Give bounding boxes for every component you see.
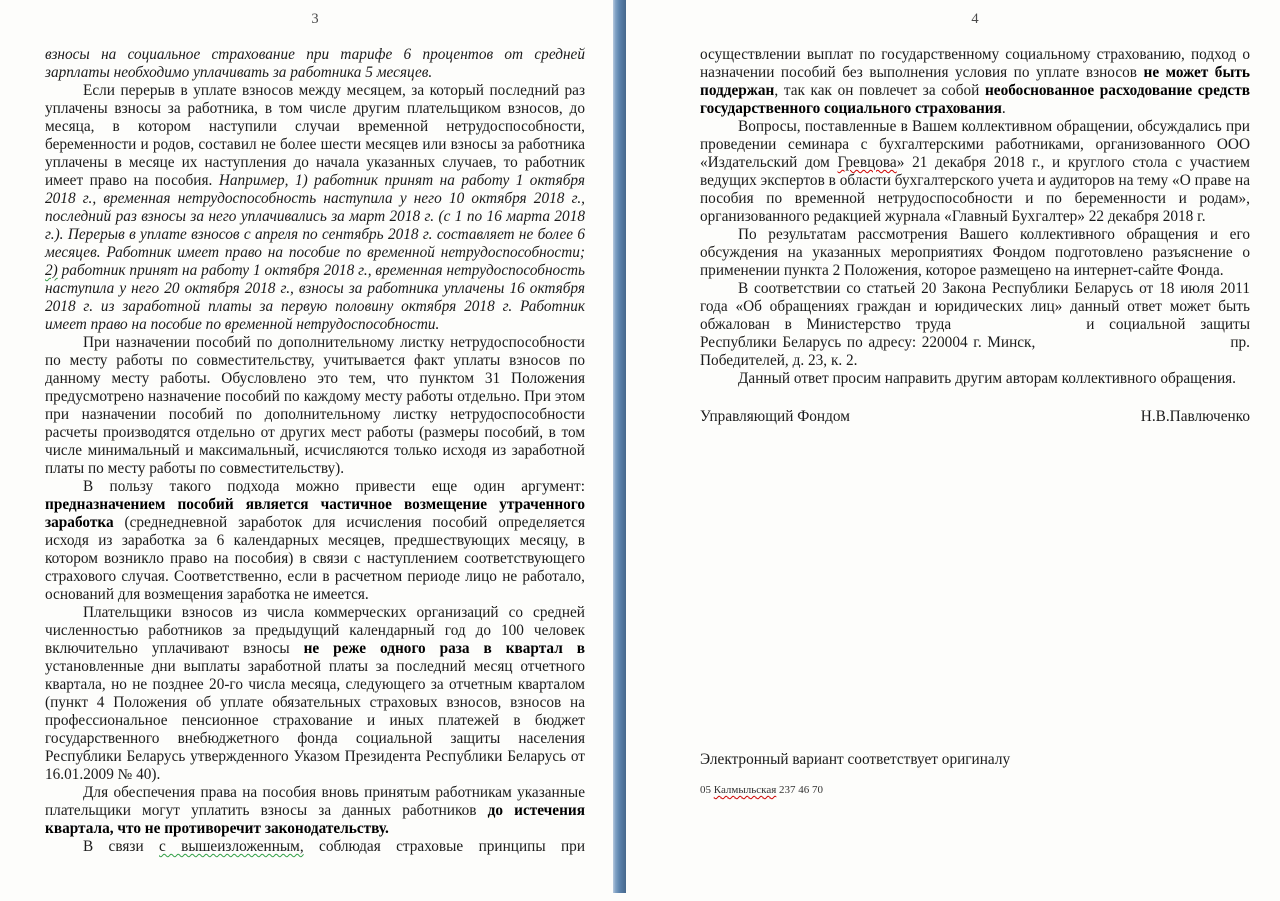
page-number: 4 [971,11,979,27]
text-segment: 2) [45,262,58,279]
page-4 [626,0,1280,901]
text-segment: При назначении пособий по дополнительному листку нетрудоспособности по месту работы по совместительству, учитывается факт уплаты взносов по данному месту работы. Обусловлено это тем, что пунктом 31 Положения предусмотрено назначение пособий по каждому месту работы отдельно. При этом при назначении пособий по дополнительному листку нетрудоспособности расчеты производятся отдельно от других мест работы (размеры пособий, в том числе минимальный и максимальный, исчисляются только исходя из заработной платы по месту работы по совместительству). [45,334,585,477]
text-segment: пр. Победителей, д. 23, к. 2. [700,334,1250,369]
text-segment: до истечения квартала, что не противоречит законодательству. [45,802,586,837]
text-segment: (среднедневной заработок для исчисления пособий определяется исходя из заработка за 6 календарных месяцев, предшествующих месяцу, в котором возникло право на пособия) в связи с наступлением соответствующего страхового случая. Соответственно, если в расчетном периоде лицо не работало, оснований для возмещения заработка не имеется. [45,514,585,603]
text-segment: необоснованное расходование средств государственного социального страхования [700,82,1250,117]
text-segment: В пользу такого подхода можно привести еще один аргумент: [83,478,585,495]
page-3 [0,0,613,901]
tab-gap [951,328,1086,329]
paragraph [700,226,1250,280]
signature-name: Н.В.Павлюченко [1140,408,1250,425]
text-segment: Например, 1) работник принят на работу 1 октября 2018 г., временная нетрудоспособность наступила у него 10 октября 2018 г., последний раз взносы за него уплачивались за март 2018 г. (с 1 по 16 марта 2018 г.). Перерыв в уплате взносов с апреля по сентябрь 2018 г. составляет не более 6 месяцев. Работник имеет право на пособие по временной нетрудоспособности; [45,172,585,261]
paragraph [700,118,1250,226]
paragraph [45,46,585,82]
signature-row [700,408,1250,426]
page-content [700,46,1250,388]
tab-gap [1035,346,1230,347]
paragraph [45,784,585,838]
text-segment: Данный ответ просим направить другим авторам коллективного обращения. [738,370,1236,387]
paragraph [45,838,585,856]
text-segment: Плательщики взносов из числа коммерческих организаций со средней численностью работников за предыдущий календарный год до 100 человек включительно уплачивают взносы [45,604,585,657]
paragraph [700,46,1250,118]
operator-code: 05 [700,784,714,796]
operator-phone: 237 46 70 [776,784,824,796]
paragraph [700,280,1250,370]
text-segment: работник принят на работу 1 октября 2018 г., временная нетрудоспособность наступила у него 20 октября 2018 г., взносы за работника уплачены 16 октября 2018 г. из заработной платы за первую половину октября 2018 г. Работник имеет право на пособие по временной нетрудоспособности. [45,262,585,333]
text-segment: Если перерыв в уплате взносов между месяцем, за который последний раз уплачены взносы за работника, в том числе другим плательщиком взносов, до месяца, в котором наступили случаи временной нетрудоспособности, беременности и родов, составил не более шести месяцев или взносы за работника уплачены в месяце их наступления до начала указанных случаев, то работник имеет право на пособия. [45,82,585,189]
text-segment: установленные дни выплаты заработной платы за последний месяц отчетного квартала, но не позднее 20-го числа месяца, следующего за отчетным кварталом (пункт 4 Положения об уплате обязательных страховых взносов, взносов на профессиональное пенсионное страхование и иных платежей в бюджет государственного внебюджетного фонда социальной защиты населения Республики Беларусь утвержденного Указом Президента Республики Беларусь от 16.01.2009 № 40). [45,658,585,783]
text-segment: Для обеспечения права на пособия вновь принятым работникам указанные плательщики могут уплатить взносы за данных работников [45,784,585,819]
text-segment: Гревцова [837,154,897,171]
text-segment: взносы на социальное страхование при тарифе 6 процентов от средней зарплаты необходимо уплачивать за работника 5 месяцев. [45,46,585,81]
vertical-scrollbar[interactable] [613,0,626,893]
text-segment: не может быть поддержан [700,64,1250,99]
paragraph [45,478,585,604]
page-content [45,46,585,856]
text-segment: В соответствии со статьей 20 Закона Республики Беларусь от 18 июля 2011 года «Об обращениях граждан и юридических лиц» данный ответ может быть обжалован в Министерство труда [700,280,1250,333]
text-segment: В связи [83,838,159,855]
operator-note [700,784,1250,797]
text-segment: и социальной защиты Республики Беларусь по адресу: 220004 г. Минск, [700,316,1250,351]
text-segment: осуществлении выплат по государственному социальному страхованию, подход о назначении пособий без выполнения условия по уплате взносов [700,46,1250,81]
text-segment: . [1001,100,1006,117]
signature-title: Управляющий Фондом [700,408,850,425]
text-segment: , так как он повлечет за собой [774,82,985,99]
paragraph [45,604,585,784]
operator-name: Калмыльская [713,784,777,796]
text-segment: с вышеизложенным, [159,838,304,855]
paragraph [700,370,1250,388]
text-segment: По результатам рассмотрения Вашего коллективного обращения и его обсуждения на указанных мероприятиях Фондом подготовлено разъяснение о применении пункта 2 Положения, которое размещено на интернет-сайте Фонда. [700,226,1250,279]
text-segment: Вопросы, поставленные в Вашем коллективном обращении, обсуждались при проведении семинара с бухгалтерскими работниками, организованного ООО «Издательский дом [700,118,1250,171]
page-number: 3 [311,11,319,27]
footer-note: Электронный вариант соответствует оригиналу [700,751,1011,768]
paragraph [45,334,585,478]
paragraph [45,82,585,334]
text-segment: » 21 декабря 2018 г., и круглого стола с участием ведущих экспертов в области бухгалтерского учета и аудиторов на тему «О праве на пособия по временной нетрудоспособности и по беременности и родам», организованного редакцией журнала «Главный Бухгалтер» 22 декабря 2018 г. [700,154,1250,225]
text-segment: соблюдая страховые принципы при [303,838,586,855]
text-segment: не реже одного раза в квартал в [303,640,585,657]
text-segment: предназначением пособий является частичное возмещение утраченного заработка [45,496,585,531]
